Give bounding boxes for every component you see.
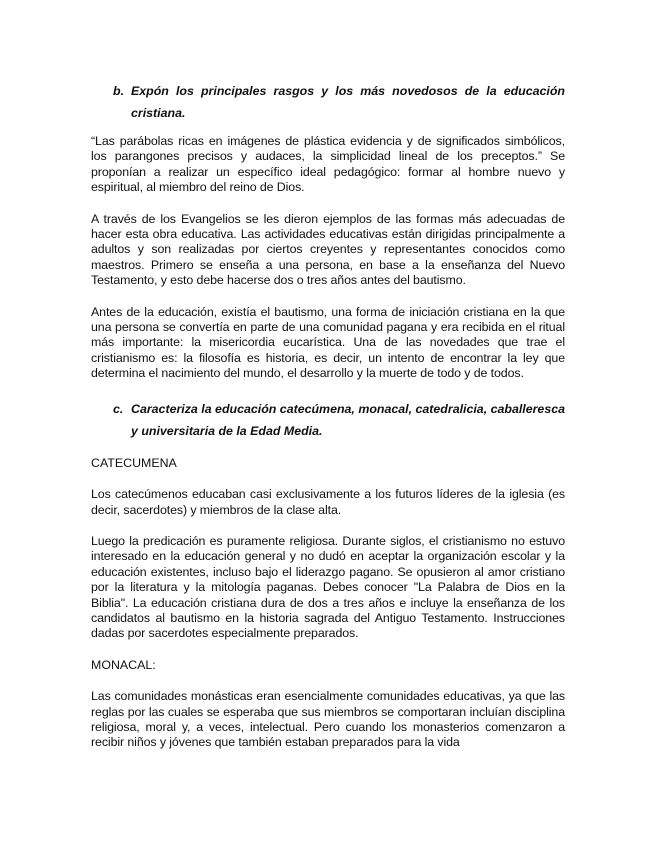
heading-b-letter: b. [113,84,125,98]
heading-c [113,398,565,442]
paragraph-b-1: “Las parábolas ricas en imágenes de plástica evidencia y de significados simbólicos, los parangones precisos y audaces, la simplicidad lineal de los preceptos.” Se proponían a realizar un específico ideal pedagógico: formar al hombre nuevo y espiritual, al miembro del reino de Dios. [91,134,565,195]
paragraph-b-3: Antes de la educación, existía el bautismo, una forma de iniciación cristiana en la que una persona se convertía en parte de una comunidad pagana y era recibida en el ritual más importante: la misericordia eucarística. Una de las novedades que trae el cristianismo es: la filosofía es historia, es decir, un intento de encontrar la ley que determina el nacimiento del mundo, el desarrollo y la muerte de todo y de todos. [91,304,565,381]
heading-b [113,80,565,124]
paragraph-b-2: A través de los Evangelios se les dieron ejemplos de las formas más adecuadas de hacer esta obra educativa. Las actividades educativas están dirigidas principalmente a adultos y son realizadas por ciertos creyentes y representantes conocidos como maestros. Primero se enseña a una persona, en base a la enseñanza del Nuevo Testamento, y esto debe hacerse dos o tres años antes del bautismo. [91,211,565,288]
heading-c-text: Caracteriza la educación catecúmena, monacal, catedralicia, caballeresca y universitaria de la Edad Media. [131,401,565,438]
label-catecumena: CATECUMENA [91,455,177,470]
paragraph-monacal-1: Las comunidades monásticas eran esencialmente comunidades educativas, ya que las reglas por las cuales se esperaba que sus miembros se comportaran incluían disciplina religiosa, moral y, a veces, intelectual. Pero cuando los monasterios comenzaron a recibir niños y jóvenes que también estaban preparados para la vida [91,689,565,750]
label-monacal: MONACAL: [91,657,156,672]
heading-c-letter: c. [113,401,124,416]
paragraph-catecumena-2: Luego la predicación es puramente religiosa. Durante siglos, el cristianismo no estuvo interesado en la educación general y no dudó en aceptar la organización escolar y la educación existentes, incluso bajo el liderazgo pagano. Se opusieron al amor cristiano por la literatura y la mitología paganas. Debes conocer "La Palabra de Dios en la Biblia". La educación cristiana dura de dos a tres años e incluye la enseñanza de los candidatos al bautismo en la historia sagrada del Antiguo Testamento. Instrucciones dadas por sacerdotes especialmente preparados. [91,533,565,641]
heading-b-text: Expón los principales rasgos y los más novedosos de la educación cristiana. [131,84,565,120]
document-page [91,80,565,767]
paragraph-catecumena-1: Los catecúmenos educaban casi exclusivamente a los futuros líderes de la iglesia (es decir, sacerdotes) y miembros de la clase alta. [91,487,565,517]
